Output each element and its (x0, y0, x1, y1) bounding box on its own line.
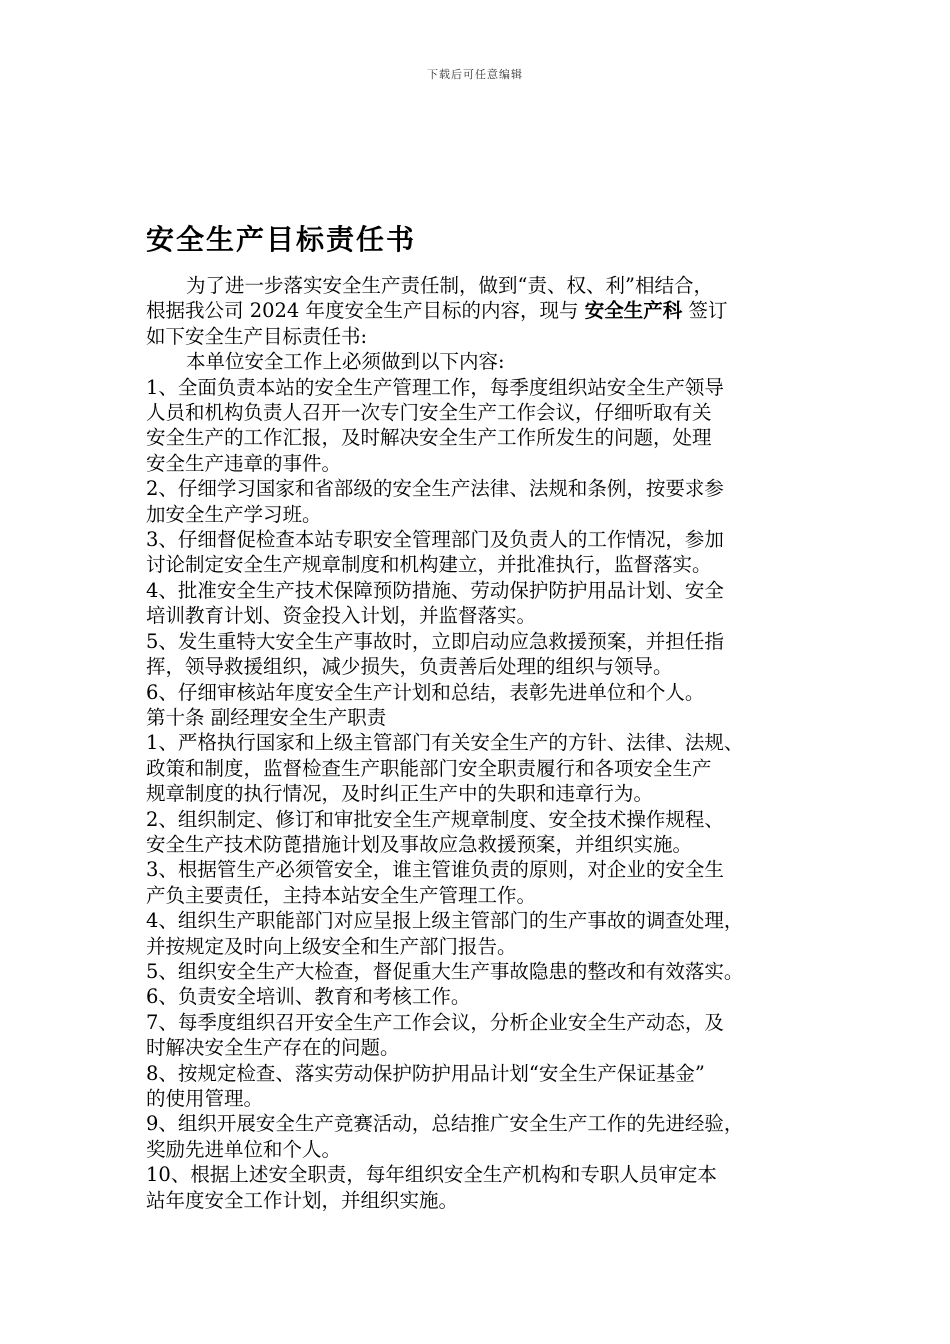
intro-line: 本单位安全工作上必须做到以下内容: (186, 350, 505, 374)
intro-text: 签订 (682, 299, 728, 323)
paragraph-line: 讨论制定安全生产规章制度和机构建立，并批准执行，监督落实。 (146, 553, 712, 577)
paragraph-line: 10、根据上述安全职责，每年组织安全生产机构和专职人员审定本 (146, 1163, 717, 1187)
paragraph-line: 6、仔细审核站年度安全生产计划和总结，表彰先进单位和个人。 (146, 680, 705, 704)
paragraph-line: 3、仔细督促检查本站专职安全管理部门及负责人的工作情况，参加 (146, 528, 724, 552)
paragraph-line: 9、组织开展安全生产竞赛活动，总结推广安全生产工作的先进经验， (146, 1112, 744, 1136)
paragraph-line: 3、根据管生产必须管安全，谁主管谁负责的原则，对企业的安全生 (146, 858, 724, 882)
intro-text: 根据我公司 2024 年度安全生产目标的内容，现与 (146, 299, 585, 323)
paragraph-line: 加安全生产学习班。 (146, 502, 322, 526)
section-deputy-manager-duties (146, 730, 826, 1213)
paragraph-line: 4、批准安全生产技术保障预防措施、劳动保护防护用品计划、安全 (146, 578, 724, 602)
department-name: 安全生产科 (584, 299, 683, 323)
paragraph-line: 安全生产的工作汇报，及时解决安全生产工作所发生的问题，处理 (146, 426, 712, 450)
paragraph-line: 政策和制度，监督检查生产职能部门安全职责履行和各项安全生产 (146, 756, 712, 780)
paragraph-line: 规章制度的执行情况，及时纠正生产中的失职和违章行为。 (146, 782, 654, 806)
paragraph-line: 2、组织制定、修订和审批安全生产规章制度、安全技术操作规程、 (146, 807, 724, 831)
paragraph-line: 人员和机构负责人召开一次专门安全生产工作会议，仔细听取有关 (146, 401, 712, 425)
paragraph-line: 并按规定及时向上级安全和生产部门报告。 (146, 934, 517, 958)
paragraph-line: 的使用管理。 (146, 1087, 264, 1110)
article-heading: 第十条 副经理安全生产职责 (146, 705, 387, 729)
document-title: 安全生产目标责任书 (146, 223, 417, 256)
intro-line: 如下安全生产目标责任书: (146, 324, 368, 348)
paragraph-line: 培训教育计划、资金投入计划，并监督落实。 (146, 604, 537, 628)
document-body (146, 273, 826, 1213)
intro-line (146, 298, 826, 323)
paragraph-line: 时解决安全生产存在的问题。 (146, 1036, 400, 1060)
intro-line: 为了进一步落实安全生产责任制，做到“责、权、利”相结合， (186, 274, 713, 297)
paragraph-line: 8、按规定检查、落实劳动保护防护用品计划“安全生产保证基金” (146, 1061, 705, 1085)
paragraph-line: 1、严格执行国家和上级主管部门有关安全生产的方针、法律、法规、 (146, 731, 744, 755)
paragraph-line: 5、组织安全生产大检查，督促重大生产事故隐患的整改和有效落实。 (146, 959, 744, 983)
paragraph-line: 挥，领导救援组织，减少损失，负责善后处理的组织与领导。 (146, 655, 673, 679)
paragraph-line: 6、负责安全培训、教育和考核工作。 (146, 985, 471, 1009)
paragraph-line: 安全生产违章的事件。 (146, 451, 342, 475)
paragraph-line: 1、全面负责本站的安全生产管理工作，每季度组织站安全生产领导 (146, 375, 724, 399)
paragraph-line: 7、每季度组织召开安全生产工作会议，分析企业安全生产动态，及 (146, 1010, 724, 1034)
paragraph-line: 站年度安全工作计划，并组织实施。 (146, 1188, 459, 1212)
section-general-manager-duties (146, 375, 826, 705)
paragraph-line: 奖励先进单位和个人。 (146, 1137, 342, 1161)
paragraph-line: 2、仔细学习国家和省部级的安全生产法律、法规和条例，按要求参 (146, 477, 724, 501)
paragraph-line: 4、组织生产职能部门对应呈报上级主管部门的生产事故的调查处理， (146, 909, 744, 933)
paragraph-line: 安全生产技术防蓖措施计划及事故应急救援预案，并组织实施。 (146, 832, 693, 856)
paragraph-line: 5、发生重特大安全生产事故时，立即启动应急救援预案，并担任指 (146, 629, 724, 653)
header-note: 下载后可任意编辑 (427, 68, 523, 81)
paragraph-line: 产负主要责任，主持本站安全生产管理工作。 (146, 883, 537, 907)
